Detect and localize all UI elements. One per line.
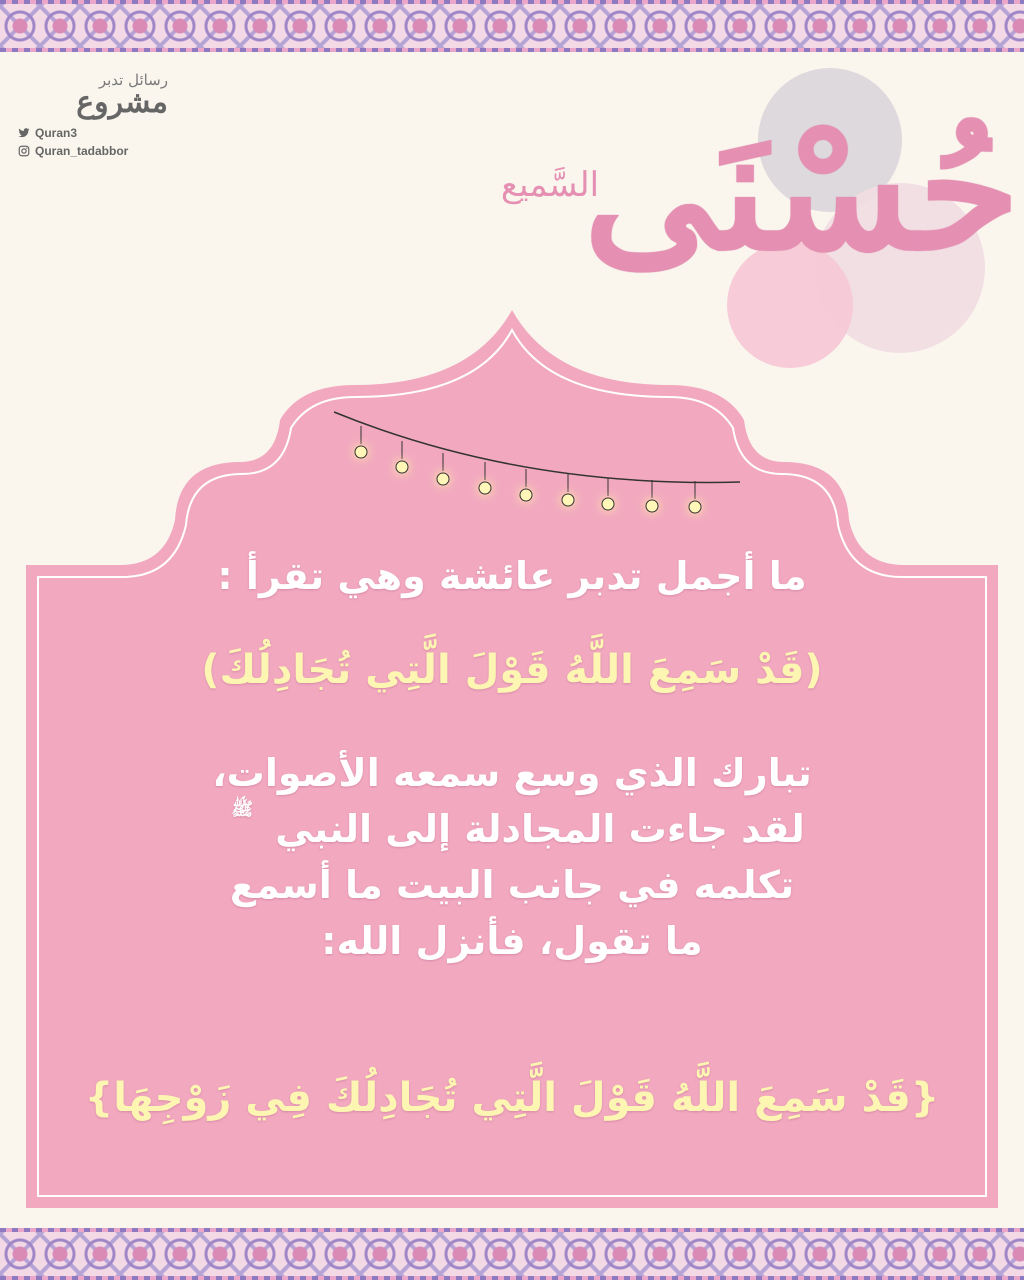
body-text <box>60 745 964 969</box>
honorific-glyph: ﷺ <box>231 799 254 820</box>
logo-line2: مشروع <box>76 85 168 120</box>
body-line-1: تبارك الذي وسع سمعه الأصوات، <box>212 751 812 795</box>
quote2-container <box>60 1068 964 1128</box>
instagram-handle: Quran_tadabbor <box>35 144 129 158</box>
body-line-4: ما تقول، فأنزل الله: <box>321 919 703 963</box>
body-line-3: تكلمه في جانب البيت ما أسمع <box>229 863 795 907</box>
body-line-2-text: لقد جاءت المجادلة إلى النبي <box>275 807 805 851</box>
intro-line-container <box>60 548 964 604</box>
quote1-container <box>60 640 964 700</box>
quran-quote-2: {قَدْ سَمِعَ اللَّهُ قَوْلَ الَّتِي تُجَادِلُكَ فِي زَوْجِهَا} <box>84 1075 940 1121</box>
quran-quote-1: (قَدْ سَمِعَ اللَّهُ قَوْلَ الَّتِي تُجَادِلُكَ) <box>201 647 823 693</box>
page-subtitle: السَّميع <box>500 165 600 205</box>
intro-line: ما أجمل تدبر عائشة وهي تقرأ : <box>217 554 807 598</box>
page-title: حُسْنَى <box>583 93 1020 287</box>
twitter-handle: Quran3 <box>35 126 78 140</box>
logo-line1: رسائل تدبر <box>98 71 168 89</box>
body-line-2 <box>60 801 964 857</box>
